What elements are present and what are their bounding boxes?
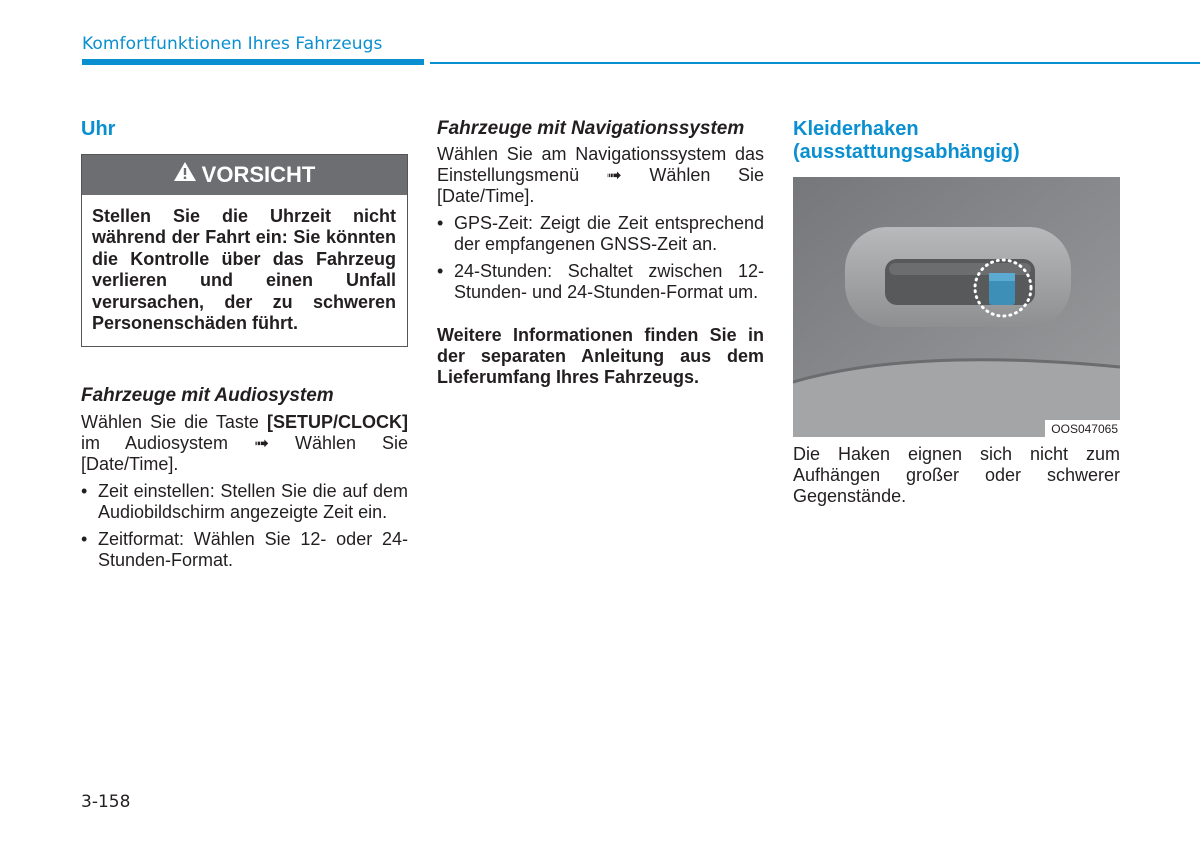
- header-rule-thin: [430, 62, 1200, 64]
- caution-text: Stellen Sie die Uhrzeit nicht während der Fahrt ein: Sie könnten die Kontrolle über das Fahrzeug verlieren und einen Unfall verursachen, der zu schweren Personenschäden führt.: [92, 206, 396, 334]
- image-code: OOS047065: [1045, 420, 1120, 437]
- coat-hook-photo: [793, 177, 1120, 437]
- section-heading-coat-hook: Kleiderhaken (ausstattungsabhängig): [793, 118, 1020, 163]
- header-rule-thick: [82, 59, 424, 65]
- caution-box: [81, 154, 408, 347]
- subheading-navigation: Fahrzeuge mit Navigationssystem: [437, 118, 745, 139]
- caution-title: VORSICHT: [201, 162, 316, 187]
- warning-triangle-icon: [174, 154, 196, 194]
- coat-hook-note: Die Haken eignen sich nicht zum Aufhängen großer oder schwerer Gegenstände.: [793, 444, 1120, 506]
- coat-hook-illustration: [793, 177, 1120, 437]
- further-info-note: Weitere Informationen finden Sie in der separaten Anleitung aus dem Lieferumfang Ihres Fahrzeugs.: [437, 325, 764, 387]
- section-heading-clock: Uhr: [81, 118, 116, 140]
- navigation-options-list: [437, 213, 764, 303]
- caution-header: [82, 155, 407, 195]
- list-item: • Zeit einstellen: Stellen Sie die auf dem Audiobildschirm angezeigte Zeit ein.: [81, 481, 408, 523]
- audio-options-list: [81, 481, 408, 571]
- setup-clock-key: [SETUP/CLOCK]: [266, 412, 408, 433]
- list-item: • GPS-Zeit: Zeigt die Zeit entsprechend der empfangenen GNSS-Zeit an.: [437, 213, 764, 255]
- audio-instruction-end: im Audiosystem ➟ Wählen Sie [Date/Time].: [81, 433, 408, 475]
- page-number: 3-158: [81, 792, 131, 812]
- audio-instructions: [81, 412, 408, 475]
- subheading-audio: Fahrzeuge mit Audiosystem: [81, 385, 334, 407]
- list-item: • 24-Stunden: Schaltet zwischen 12-Stunden- und 24-Stunden-Format um.: [437, 261, 764, 303]
- list-item: • Zeitformat: Wählen Sie 12- oder 24-Stunden-Format.: [81, 529, 408, 571]
- column-left: [81, 118, 408, 571]
- navigation-instructions: Wählen Sie am Navigationssystem das Einstellungsmenü ➟ Wählen Sie [Date/Time].: [437, 144, 764, 206]
- chapter-title: Komfortfunktionen Ihres Fahrzeugs: [82, 34, 383, 54]
- audio-instruction-start: Wählen Sie die Taste: [81, 412, 259, 433]
- column-middle: [437, 118, 764, 388]
- column-right: [793, 118, 1120, 507]
